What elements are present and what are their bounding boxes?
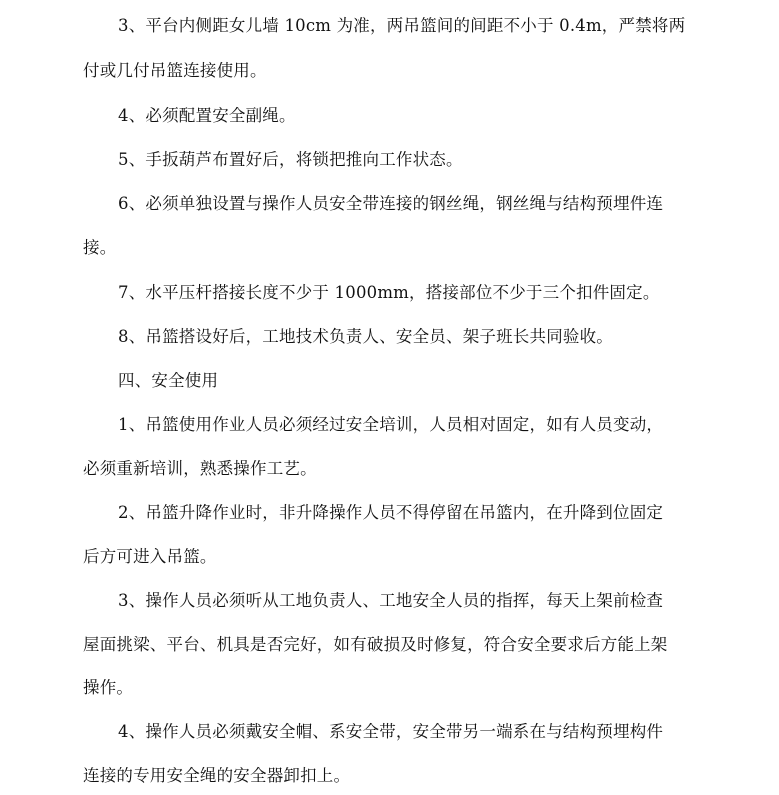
text-line: 4、必须配置安全副绳。 (118, 106, 296, 125)
text-line: 7、水平压杆搭接长度不少于 1000mm，搭接部位不少于三个扣件固定。 (118, 283, 660, 302)
text-line: 后方可进入吊篮。 (83, 547, 217, 566)
text-line: 付或几付吊篮连接使用。 (83, 61, 267, 80)
text-line: 6、必须单独设置与操作人员安全带连接的钢丝绳，钢丝绳与结构预埋件连 (118, 194, 664, 213)
section-heading: 四、安全使用 (118, 371, 219, 390)
text-line: 2、吊篮升降作业时，非升降操作人员不得停留在吊篮内，在升降到位固定 (118, 503, 664, 522)
text-line: 8、吊篮搭设好后，工地技术负责人、安全员、架子班长共同验收。 (118, 327, 613, 346)
text-line: 连接的专用安全绳的安全器卸扣上。 (83, 766, 351, 785)
text-line: 操作。 (83, 678, 134, 697)
text-line: 屋面挑梁、平台、机具是否完好，如有破损及时修复，符合安全要求后方能上架 (83, 635, 668, 654)
text-line: 1、吊篮使用作业人员必须经过安全培训，人员相对固定，如有人员变动， (118, 415, 664, 434)
text-line: 接。 (83, 238, 117, 257)
text-line: 必须重新培训，熟悉操作工艺。 (83, 459, 317, 478)
text-line: 5、手扳葫芦布置好后，将锁把推向工作状态。 (118, 150, 463, 169)
text-line: 3、操作人员必须听从工地负责人、工地安全人员的指挥，每天上架前检查 (118, 591, 664, 610)
text-line: 3、平台内侧距女儿墙 10cm 为准，两吊篮间的间距不小于 0.4m，严禁将两 (118, 16, 686, 35)
text-line: 4、操作人员必须戴安全帽、系安全带，安全带另一端系在与结构预埋构件 (118, 722, 664, 741)
